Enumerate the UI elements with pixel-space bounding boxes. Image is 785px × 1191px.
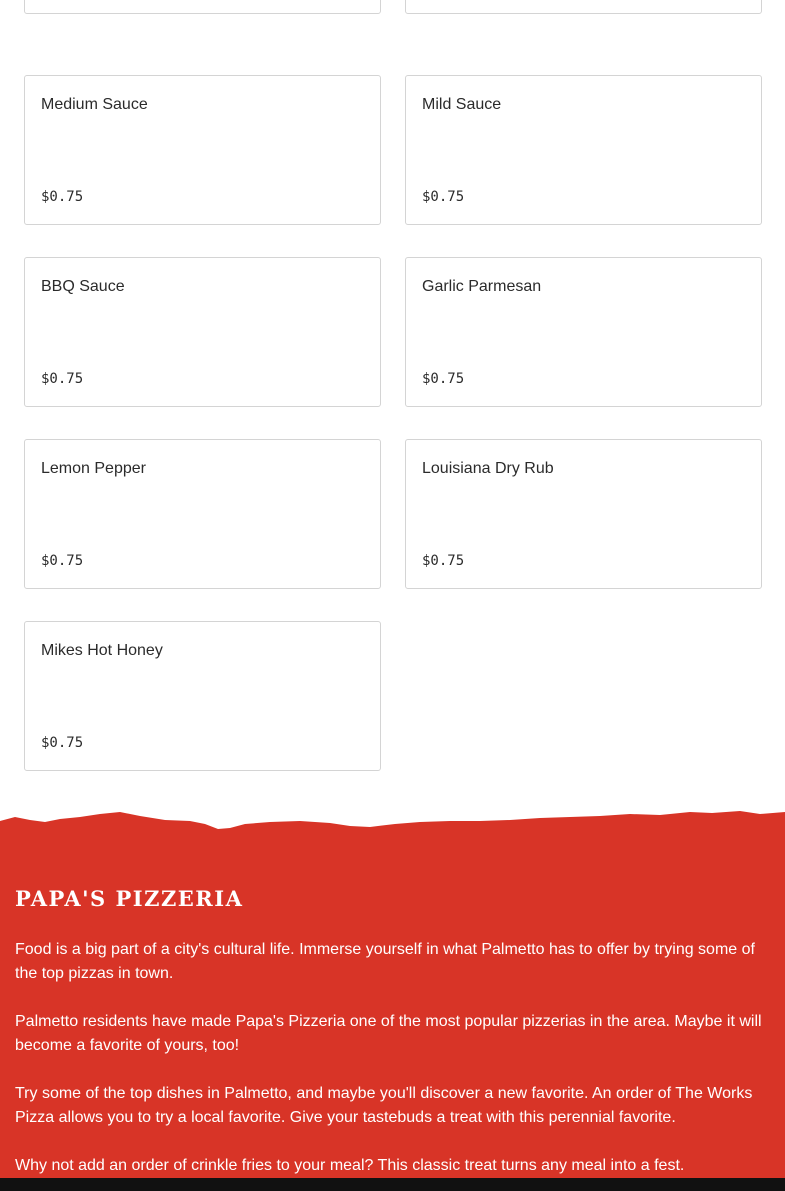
menu-item-card-mild-sauce[interactable] xyxy=(405,75,762,225)
menu-item-card-lemon-pepper[interactable] xyxy=(24,439,381,589)
footer-paragraph: Food is a big part of a city's cultural life. Immerse yourself in what Palmetto has to offer by trying some of the top pizzas in town. xyxy=(15,941,755,982)
menu-item-card-mikes-hot-honey[interactable] xyxy=(24,621,381,771)
menu-item-name: Medium Sauce xyxy=(41,96,148,113)
menu-item-price: $0.75 xyxy=(41,735,84,751)
menu-item-card-louisiana-dry-rub[interactable] xyxy=(405,439,762,589)
menu-item-name: Mild Sauce xyxy=(422,96,502,113)
menu-item-name: Lemon Pepper xyxy=(41,460,146,477)
footer-paragraph: Try some of the top dishes in Palmetto, and maybe you'll discover a new favorite. An order of The Works Pizza allows you to try a local favorite. Give your tastebuds a treat with this perennial favorite. xyxy=(15,1085,753,1126)
menu-item-card[interactable] xyxy=(405,0,762,14)
restaurant-footer xyxy=(0,808,785,1191)
menu-item-price: $0.75 xyxy=(422,371,465,387)
footer-paragraph: Why not add an order of crinkle fries to your meal? This classic treat turns any meal into a fest. xyxy=(15,1157,685,1174)
torn-edge-divider xyxy=(0,808,785,832)
menu-item-card-medium-sauce[interactable] xyxy=(24,75,381,225)
menu-item-name: Mikes Hot Honey xyxy=(41,642,163,659)
bottom-bar xyxy=(0,1178,785,1191)
menu-item-card-bbq-sauce[interactable] xyxy=(24,257,381,407)
menu-item-card[interactable] xyxy=(24,0,381,14)
menu-item-price: $0.75 xyxy=(41,553,84,569)
menu-item-price: $0.75 xyxy=(41,371,84,387)
menu-item-card-garlic-parmesan[interactable] xyxy=(405,257,762,407)
menu-item-price: $0.75 xyxy=(422,189,465,205)
menu-item-name: Garlic Parmesan xyxy=(422,278,542,295)
footer-paragraph: Palmetto residents have made Papa's Pizzeria one of the most popular pizzerias in the area. Maybe it will become a favorite of yours, too! xyxy=(15,1013,762,1054)
menu-item-name: BBQ Sauce xyxy=(41,278,125,295)
menu-item-price: $0.75 xyxy=(422,553,465,569)
menu-item-name: Louisiana Dry Rub xyxy=(422,460,554,477)
menu-item-price: $0.75 xyxy=(41,189,84,205)
footer-brand-title: PAPA'S PIZZERIA xyxy=(15,886,244,911)
